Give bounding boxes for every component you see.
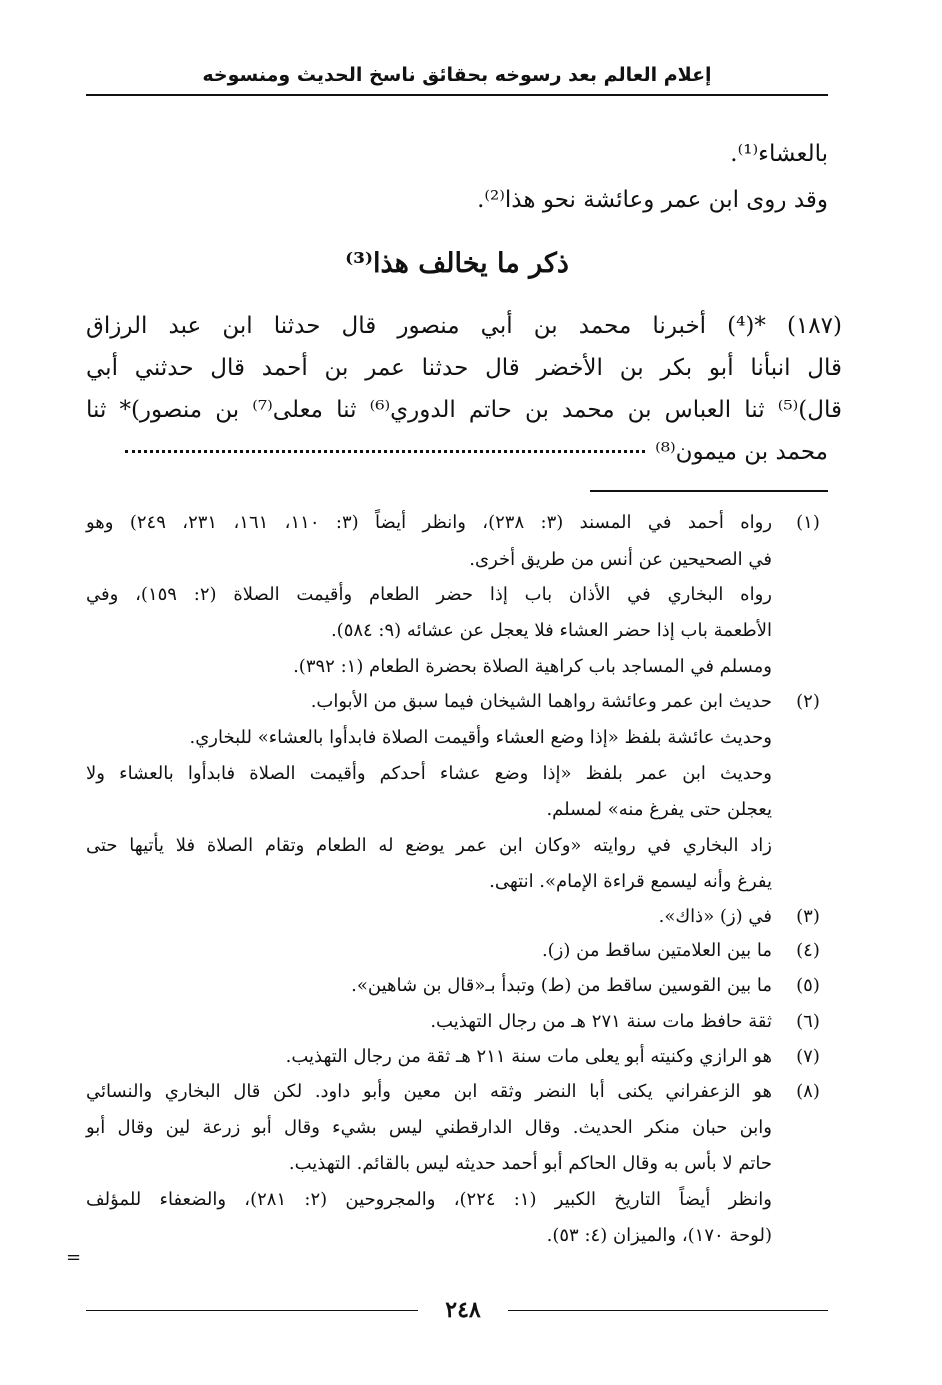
footnote-2-line-2: وحديث عائشة بلفظ «إذا وضع العشاء وأقيمت الصلاة فابدأوا بالعشاء» للبخاري. xyxy=(189,727,772,748)
footnote-5-text: ما بين القوسين ساقط من (ط) وتبدأ بـ«قال بن شاهين». xyxy=(351,975,772,996)
footnote-number: (٧) xyxy=(796,1046,820,1067)
hadith-187-line-1: (١٨٧) *(⁴) أخبرنا محمد بن أبي منصور قال حدثنا ابن عبد الرزاق xyxy=(86,313,842,339)
footnote-4-text: ما بين العلامتين ساقط من (ز). xyxy=(541,940,772,961)
main-text-line-1: بالعشاء⁽¹⁾. xyxy=(730,141,828,167)
footnote-2-line-3: وحديث ابن عمر بلفظ «إذا وضع عشاء أحدكم وأقيمت الصلاة فابدأوا بالعشاء ولا xyxy=(86,763,772,784)
footnote-2-line-4: يعجلن حتى يفرغ منه» لمسلم. xyxy=(546,799,772,820)
footnote-separator xyxy=(590,490,828,492)
hadith-187-line-4 xyxy=(86,436,828,468)
footnote-2-line-1: حديث ابن عمر وعائشة رواهما الشيخان فيما سبق من الأبواب. xyxy=(310,691,772,712)
footnote-3-text: في (ز) «ذاك». xyxy=(658,906,772,927)
section-title: ذكر ما يخالف هذا⁽³⁾ xyxy=(345,248,569,279)
footnote-number: (١) xyxy=(796,512,820,533)
footnote-1-line-4: الأطعمة باب إذا حضر العشاء فلا يعجل عن عشائه (٩: ٥٨٤). xyxy=(330,620,772,641)
hadith-187-line-3: قال)⁽⁵⁾ ثنا العباس بن محمد بن حاتم الدوري⁽⁶⁾ ثنا معلى⁽⁷⁾ بن منصور)* ثنا xyxy=(86,397,842,423)
footnote-number: (٥) xyxy=(796,975,820,996)
footnote-8-line-2: وابن حبان منكر الحديث. وقال الدارقطني ليس بشيء وقال أبو زرعة لين وقال أبو xyxy=(86,1117,772,1138)
footnote-number: (٦) xyxy=(796,1011,820,1032)
footnote-2-line-6: يفرغ وأنه ليسمع قراءة الإمام». انتهى. xyxy=(489,871,772,892)
footnote-1-line-1: رواه أحمد في المسند (٣: ٢٣٨)، وانظر أيضاً (٣: ١١٠، ١٦١، ٢٣١، ٢٤٩) وهو xyxy=(86,512,773,533)
main-text-line-2: وقد روى ابن عمر وعائشة نحو هذا⁽²⁾. xyxy=(477,187,828,213)
hadith-187-line-2: قال انبأنا أبو بكر بن الأخضر قال حدثنا عمر بن أحمد قال حدثني أبي xyxy=(86,355,842,381)
continuation-mark: = xyxy=(66,1247,82,1268)
page-footer xyxy=(86,1296,828,1326)
footnote-8-line-5: (لوحة ١٧٠)، والميزان (٤: ٥٣). xyxy=(546,1225,772,1246)
footnote-8-line-4: وانظر أيضاً التاريخ الكبير (١: ٢٢٤)، والمجروحين (٢: ٢٨١)، والضعفاء للمؤلف xyxy=(86,1189,772,1210)
running-head: إعلام العالم بعد رسوخه بحقائق ناسخ الحديث ومنسوخه xyxy=(202,64,712,86)
footnote-2-line-5: زاد البخاري في روايته «وكان ابن عمر يوضع له الطعام وتقام الصلاة فلا يأتيها حتى xyxy=(86,835,772,856)
footer-rule-left xyxy=(86,1310,418,1311)
footnote-number: (٣) xyxy=(796,906,820,927)
footnote-8-line-1: هو الزعفراني يكنى أبا النضر وثقه ابن معين وأبو داود. لكن قال البخاري والنسائي xyxy=(86,1081,772,1102)
hadith-187-line-4-text: محمد بن ميمون⁽⁸⁾ xyxy=(655,439,828,465)
footnote-1-line-3: رواه البخاري في الأذان باب إذا حضر الطعام وأقيمت الصلاة (٢: ١٥٩)، وفي xyxy=(86,584,772,605)
footer-rule-right xyxy=(508,1310,828,1311)
footnote-number: (٨) xyxy=(796,1081,820,1102)
footnote-number: (٤) xyxy=(796,940,820,961)
footnote-8-line-3: حاتم لا بأس به وقال الحاكم أبو أحمد حديثه ليس بالقائم. التهذيب. xyxy=(288,1153,772,1174)
footnote-number: (٢) xyxy=(796,691,820,712)
footnote-7-text: هو الرازي وكنيته أبو يعلى مات سنة ٢١١ هـ ثقة من رجال التهذيب. xyxy=(285,1046,772,1067)
footnote-6-text: ثقة حافظ مات سنة ٢٧١ هـ من رجال التهذيب. xyxy=(430,1011,772,1032)
footnote-1-line-2: في الصحيحين عن أنس من طريق أخرى. xyxy=(469,549,772,570)
continuation-dots xyxy=(125,450,645,453)
footnote-1-line-5: ومسلم في المساجد باب كراهية الصلاة بحضرة الطعام (١: ٣٩٢). xyxy=(293,656,772,677)
header-rule xyxy=(86,94,828,96)
page-number: ٢٤٨ xyxy=(445,1297,481,1323)
